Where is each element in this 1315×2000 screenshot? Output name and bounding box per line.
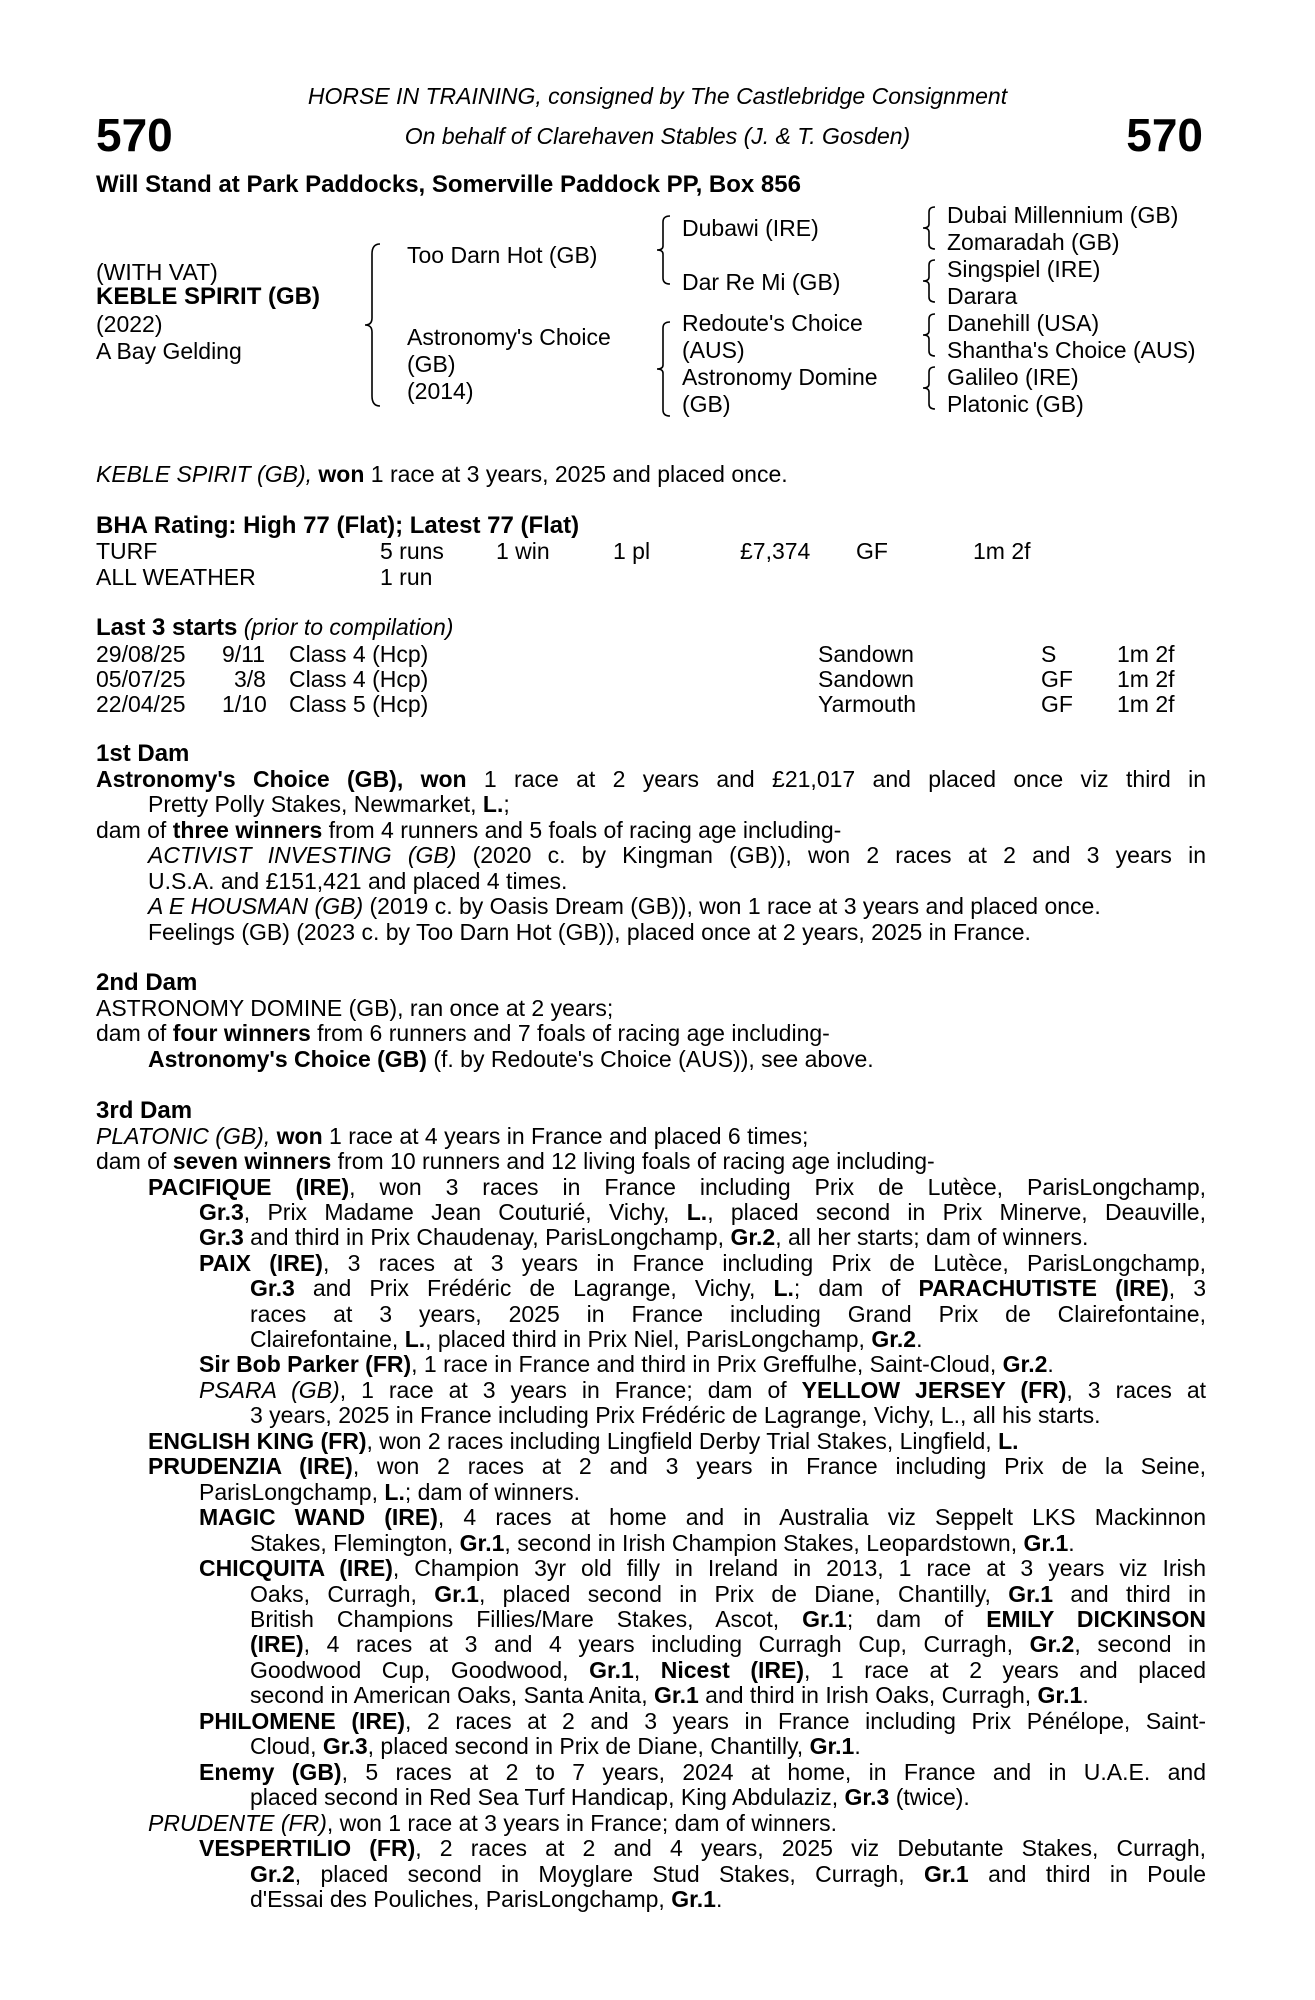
- third-dam-line: placed second in Red Sea Turf Handicap, King Abdulaziz, Gr.3 (twice).: [250, 1784, 970, 1810]
- start-position: 1/10: [222, 691, 267, 717]
- lot-number-left: 570: [96, 109, 173, 161]
- third-dam-line: Enemy (GB), 5 races at 2 to 7 years, 2024 at home, in France and in U.A.E. and: [199, 1759, 1206, 1785]
- third-dam-line: Cloud, Gr.3, placed second in Prix de Diane, Chantilly, Gr.1.: [250, 1733, 861, 1759]
- pedigree-dam-sire-line1: Redoute's Choice: [682, 310, 863, 336]
- start-course: Yarmouth: [818, 691, 917, 717]
- pedigree-brace-ss: [920, 203, 940, 253]
- start-going: S: [1041, 641, 1057, 667]
- stand-location: Will Stand at Park Paddocks, Somerville Paddock PP, Box 856: [96, 171, 801, 198]
- pedigree-brace-dam: [654, 318, 676, 420]
- turf-prize: £7,374: [740, 538, 811, 564]
- pedigree-brace-sire: [654, 212, 676, 288]
- third-dam-line: British Champions Fillies/Mare Stakes, Ascot, Gr.1; dam of EMILY DICKINSON: [250, 1606, 1206, 1632]
- third-dam-line: Goodwood Cup, Goodwood, Gr.1, Nicest (IRE), 1 race at 2 years and placed: [250, 1657, 1206, 1683]
- turf-placed: 1 pl: [613, 538, 651, 564]
- pedigree-dds: Galileo (IRE): [947, 364, 1079, 390]
- turf-going: GF: [856, 538, 888, 564]
- first-dam-heading: 1st Dam: [96, 740, 190, 767]
- third-dam-line: Gr.2, placed second in Moyglare Stud Stakes, Curragh, Gr.1 and third in Poule: [250, 1861, 1207, 1887]
- third-dam-line: PAIX (IRE), 3 races at 3 years in France including Prix de Lutèce, ParisLongchamp,: [199, 1250, 1206, 1276]
- pedigree-dam-line2: (GB): [407, 351, 456, 377]
- start-course: Sandown: [818, 666, 914, 692]
- third-dam-line: Oaks, Curragh, Gr.1, placed second in Prix de Diane, Chantilly, Gr.1 and third in: [250, 1581, 1206, 1607]
- second-dam-line: Astronomy's Choice (GB) (f. by Redoute's Choice (AUS)), see above.: [148, 1046, 874, 1072]
- third-dam-line: ENGLISH KING (FR), won 2 races including Lingfield Derby Trial Stakes, Lingfield, L.: [148, 1428, 1019, 1454]
- first-dam-line: Feelings (GB) (2023 c. by Too Darn Hot (GB)), placed once at 2 years, 2025 in France.: [148, 919, 1031, 945]
- start-class: Class 5 (Hcp): [289, 691, 429, 717]
- start-position: 9/11: [222, 641, 266, 667]
- start-date: 22/04/25: [96, 691, 186, 717]
- turf-label: TURF: [96, 538, 158, 564]
- start-date: 29/08/25: [96, 641, 186, 667]
- pedigree-sire-dam: Dar Re Mi (GB): [682, 269, 841, 295]
- second-dam-line: dam of four winners from 6 runners and 7 foals of racing age including-: [96, 1020, 830, 1046]
- consignment-subtitle: On behalf of Clarehaven Stables (J. & T. Gosden): [404, 123, 911, 149]
- first-dam-line: U.S.A. and £151,421 and placed 4 times.: [148, 868, 568, 894]
- horse-name: KEBLE SPIRIT (GB): [96, 283, 321, 310]
- pedigree-brace-main: [362, 240, 386, 410]
- pedigree-brace-dd: [920, 363, 940, 413]
- third-dam-line: 3 years, 2025 in France including Prix Frédéric de Lagrange, Vichy, L., all his starts.: [250, 1402, 1101, 1428]
- turf-wins: 1 win: [496, 538, 550, 564]
- horse-year: (2022): [96, 311, 163, 337]
- last-starts-heading: Last 3 starts (prior to compilation): [96, 614, 454, 641]
- start-distance: 1m 2f: [1117, 641, 1175, 667]
- aw-runs: 1 run: [380, 564, 433, 590]
- start-distance: 1m 2f: [1117, 691, 1175, 717]
- second-dam-line: ASTRONOMY DOMINE (GB), ran once at 2 years;: [96, 995, 614, 1021]
- third-dam-line: d'Essai des Pouliches, ParisLongchamp, Gr.1.: [250, 1886, 723, 1912]
- third-dam-line: VESPERTILIO (FR), 2 races at 2 and 4 years, 2025 viz Debutante Stakes, Curragh,: [199, 1835, 1207, 1861]
- start-course: Sandown: [818, 641, 914, 667]
- turf-runs: 5 runs: [380, 538, 444, 564]
- consignment-title: HORSE IN TRAINING, consigned by The Castlebridge Consignment: [307, 83, 1008, 109]
- first-dam-line: A E HOUSMAN (GB) (2019 c. by Oasis Dream (GB)), won 1 race at 3 years and placed once.: [148, 893, 1101, 919]
- third-dam-line: Gr.3 and third in Prix Chaudenay, ParisLongchamp, Gr.2, all her starts; dam of winners.: [199, 1224, 1089, 1250]
- third-dam-line: (IRE), 4 races at 3 and 4 years including Curragh Cup, Curragh, Gr.2, second in: [250, 1631, 1206, 1657]
- aw-label: ALL WEATHER: [96, 564, 256, 590]
- pedigree-ssd: Zomaradah (GB): [947, 229, 1120, 255]
- vat-note: (WITH VAT): [96, 259, 218, 285]
- third-dam-line: PLATONIC (GB), won 1 race at 4 years in France and placed 6 times;: [96, 1123, 809, 1149]
- third-dam-line: Sir Bob Parker (FR), 1 race in France and third in Prix Greffulhe, Saint-Cloud, Gr.2.: [199, 1351, 1054, 1377]
- bha-rating-heading: BHA Rating: High 77 (Flat); Latest 77 (Flat): [96, 512, 580, 539]
- pedigree-sdd: Darara: [947, 283, 1018, 309]
- start-class: Class 4 (Hcp): [289, 641, 429, 667]
- pedigree-brace-sd: [920, 256, 940, 306]
- pedigree-dsd: Shantha's Choice (AUS): [947, 337, 1196, 363]
- third-dam-line: MAGIC WAND (IRE), 4 races at home and in Australia viz Seppelt LKS Mackinnon: [199, 1504, 1206, 1530]
- third-dam-heading: 3rd Dam: [96, 1097, 193, 1124]
- pedigree-ddd: Platonic (GB): [947, 391, 1084, 417]
- pedigree-brace-ds: [920, 310, 940, 360]
- third-dam-line: second in American Oaks, Santa Anita, Gr.1 and third in Irish Oaks, Curragh, Gr.1.: [250, 1682, 1089, 1708]
- third-dam-line: Stakes, Flemington, Gr.1, second in Irish Champion Stakes, Leopardstown, Gr.1.: [250, 1530, 1075, 1556]
- pedigree-dam-dam-line1: Astronomy Domine: [682, 364, 878, 390]
- pedigree-dss: Danehill (USA): [947, 310, 1100, 336]
- third-dam-line: ParisLongchamp, L.; dam of winners.: [199, 1479, 580, 1505]
- race-summary: KEBLE SPIRIT (GB), won 1 race at 3 years, 2025 and placed once.: [96, 461, 788, 487]
- first-dam-line: Pretty Polly Stakes, Newmarket, L.;: [148, 791, 510, 817]
- start-position: 3/8: [234, 666, 266, 692]
- third-dam-line: Gr.3, Prix Madame Jean Couturié, Vichy, L., placed second in Prix Minerve, Deauville,: [199, 1199, 1206, 1225]
- horse-description: A Bay Gelding: [96, 338, 242, 364]
- third-dam-line: dam of seven winners from 10 runners and 12 living foals of racing age including-: [96, 1148, 935, 1174]
- start-going: GF: [1041, 666, 1073, 692]
- third-dam-line: races at 3 years, 2025 in France including Grand Prix de Clairefontaine,: [250, 1301, 1206, 1327]
- pedigree-dam-line3: (2014): [407, 378, 474, 404]
- pedigree-sire: Too Darn Hot (GB): [407, 242, 598, 268]
- start-class: Class 4 (Hcp): [289, 666, 429, 692]
- pedigree-sds: Singspiel (IRE): [947, 256, 1101, 282]
- third-dam-line: PACIFIQUE (IRE), won 3 races in France including Prix de Lutèce, ParisLongchamp,: [148, 1174, 1206, 1200]
- pedigree-sss: Dubai Millennium (GB): [947, 202, 1179, 228]
- start-date: 05/07/25: [96, 666, 186, 692]
- first-dam-line: ACTIVIST INVESTING (GB) (2020 c. by Kingman (GB)), won 2 races at 2 and 3 years in: [148, 842, 1206, 868]
- first-dam-line: dam of three winners from 4 runners and 5 foals of racing age including-: [96, 817, 842, 843]
- third-dam-line: Gr.3 and Prix Frédéric de Lagrange, Vichy, L.; dam of PARACHUTISTE (IRE), 3: [250, 1275, 1207, 1301]
- third-dam-line: PRUDENTE (FR), won 1 race at 3 years in France; dam of winners.: [148, 1810, 837, 1836]
- third-dam-line: Clairefontaine, L., placed third in Prix Niel, ParisLongchamp, Gr.2.: [250, 1326, 923, 1352]
- start-distance: 1m 2f: [1117, 666, 1175, 692]
- turf-distance: 1m 2f: [973, 538, 1031, 564]
- third-dam-line: PHILOMENE (IRE), 2 races at 2 and 3 years in France including Prix Pénélope, Saint-: [199, 1708, 1206, 1734]
- pedigree-dam-line1: Astronomy's Choice: [407, 324, 611, 350]
- third-dam-line: CHICQUITA (IRE), Champion 3yr old filly in Ireland in 2013, 1 race at 3 years viz Irish: [199, 1555, 1206, 1581]
- third-dam-line: PSARA (GB), 1 race at 3 years in France; dam of YELLOW JERSEY (FR), 3 races at: [199, 1377, 1207, 1403]
- first-dam-line: Astronomy's Choice (GB), won 1 race at 2 years and £21,017 and placed once viz third in: [96, 766, 1206, 792]
- pedigree-sire-sire: Dubawi (IRE): [682, 215, 819, 241]
- pedigree-dam-sire-line2: (AUS): [682, 337, 745, 363]
- third-dam-line: PRUDENZIA (IRE), won 2 races at 2 and 3 years in France including Prix de la Seine,: [148, 1453, 1206, 1479]
- start-going: GF: [1041, 691, 1073, 717]
- lot-number-right: 570: [1126, 109, 1203, 161]
- second-dam-heading: 2nd Dam: [96, 969, 198, 996]
- pedigree-dam-dam-line2: (GB): [682, 391, 731, 417]
